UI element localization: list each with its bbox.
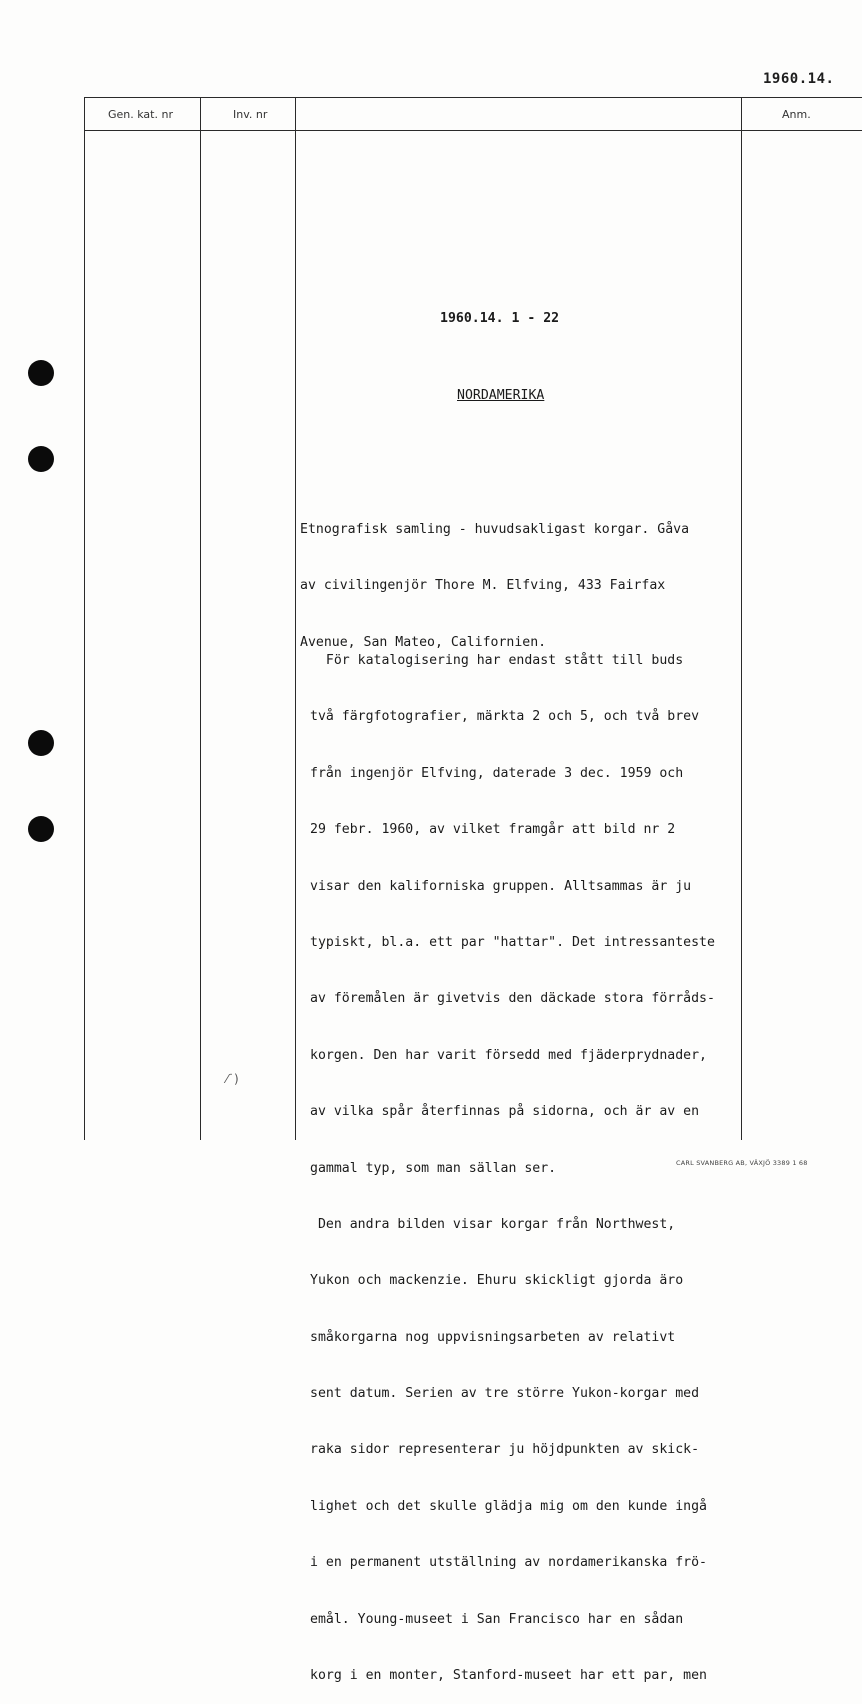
body-line: raka sidor representerar ju höjdpunkten av skick-	[310, 1442, 700, 1458]
body-line: lighet och det skulle glädja mig om den kunde ingå	[310, 1498, 707, 1514]
printer-imprint: CARL SVANBERG AB, VÄXJÖ 3389 1 68	[676, 1159, 808, 1167]
body-line: två färgfotografier, märkta 2 och 5, och två brev	[310, 709, 700, 725]
column-header-inv-nr: Inv. nr	[233, 108, 268, 121]
body-line: från ingenjör Elfving, daterade 3 dec. 1959 och	[310, 765, 684, 781]
intro-line: av civilingenjör Thore M. Elfving, 433 Fairfax	[300, 578, 666, 594]
column-header-gen-kat-nr: Gen. kat. nr	[108, 108, 173, 121]
column-divider-text-anm	[741, 97, 742, 1140]
body-line: gammal typ, som man sällan ser.	[310, 1160, 557, 1176]
column-divider-gen-inv	[200, 97, 201, 1140]
body-paragraph	[310, 618, 715, 1704]
body-line: emål. Young-museet i San Francisco har en sådan	[310, 1611, 684, 1627]
body-line: av vilka spår återfinnas på sidorna, och är av en	[310, 1104, 700, 1120]
body-line: 29 febr. 1960, av vilket framgår att bild nr 2	[310, 822, 676, 838]
body-line: småkorgarna nog uppvisningsarbeten av relativt	[310, 1329, 676, 1345]
intro-line: Avenue, San Mateo, Californien.	[300, 634, 547, 650]
body-line: typiskt, bl.a. ett par "hattar". Det intressanteste	[310, 934, 715, 950]
punch-hole	[28, 730, 54, 756]
body-line: sent datum. Serien av tre större Yukon-korgar med	[310, 1386, 700, 1402]
punch-hole	[28, 360, 54, 386]
body-line: korg i en monter, Stanford-museet har ett par, men	[310, 1668, 707, 1684]
intro-line: Etnografisk samling - huvudsakligast korgar. Gåva	[300, 522, 690, 537]
body-line: i en permanent utställning av nordamerikanska frö-	[310, 1555, 707, 1571]
column-divider-left-edge	[84, 97, 85, 1140]
entry-range: 1960.14. 1 - 22	[440, 311, 560, 326]
pen-mark: ⁄˙)	[226, 1072, 239, 1086]
region-heading: NORDAMERIKA	[457, 388, 545, 403]
body-line: Den andra bilden visar korgar från Northwest,	[310, 1216, 676, 1232]
punch-hole	[28, 446, 54, 472]
punch-hole	[28, 816, 54, 842]
body-line: visar den kaliforniska gruppen. Alltsammas är ju	[310, 878, 692, 894]
body-line: För katalogisering har endast stått till buds	[310, 653, 684, 668]
column-divider-inv-text	[295, 97, 296, 1140]
column-header-anm: Anm.	[782, 108, 811, 121]
body-line: av föremålen är givetvis den däckade stora förråds-	[310, 991, 715, 1007]
body-line: Yukon och mackenzie. Ehuru skickligt gjorda äro	[310, 1273, 684, 1289]
body-line: korgen. Den har varit försedd med fjäderprydnader,	[310, 1047, 707, 1063]
catalog-number: 1960.14.	[763, 71, 835, 87]
